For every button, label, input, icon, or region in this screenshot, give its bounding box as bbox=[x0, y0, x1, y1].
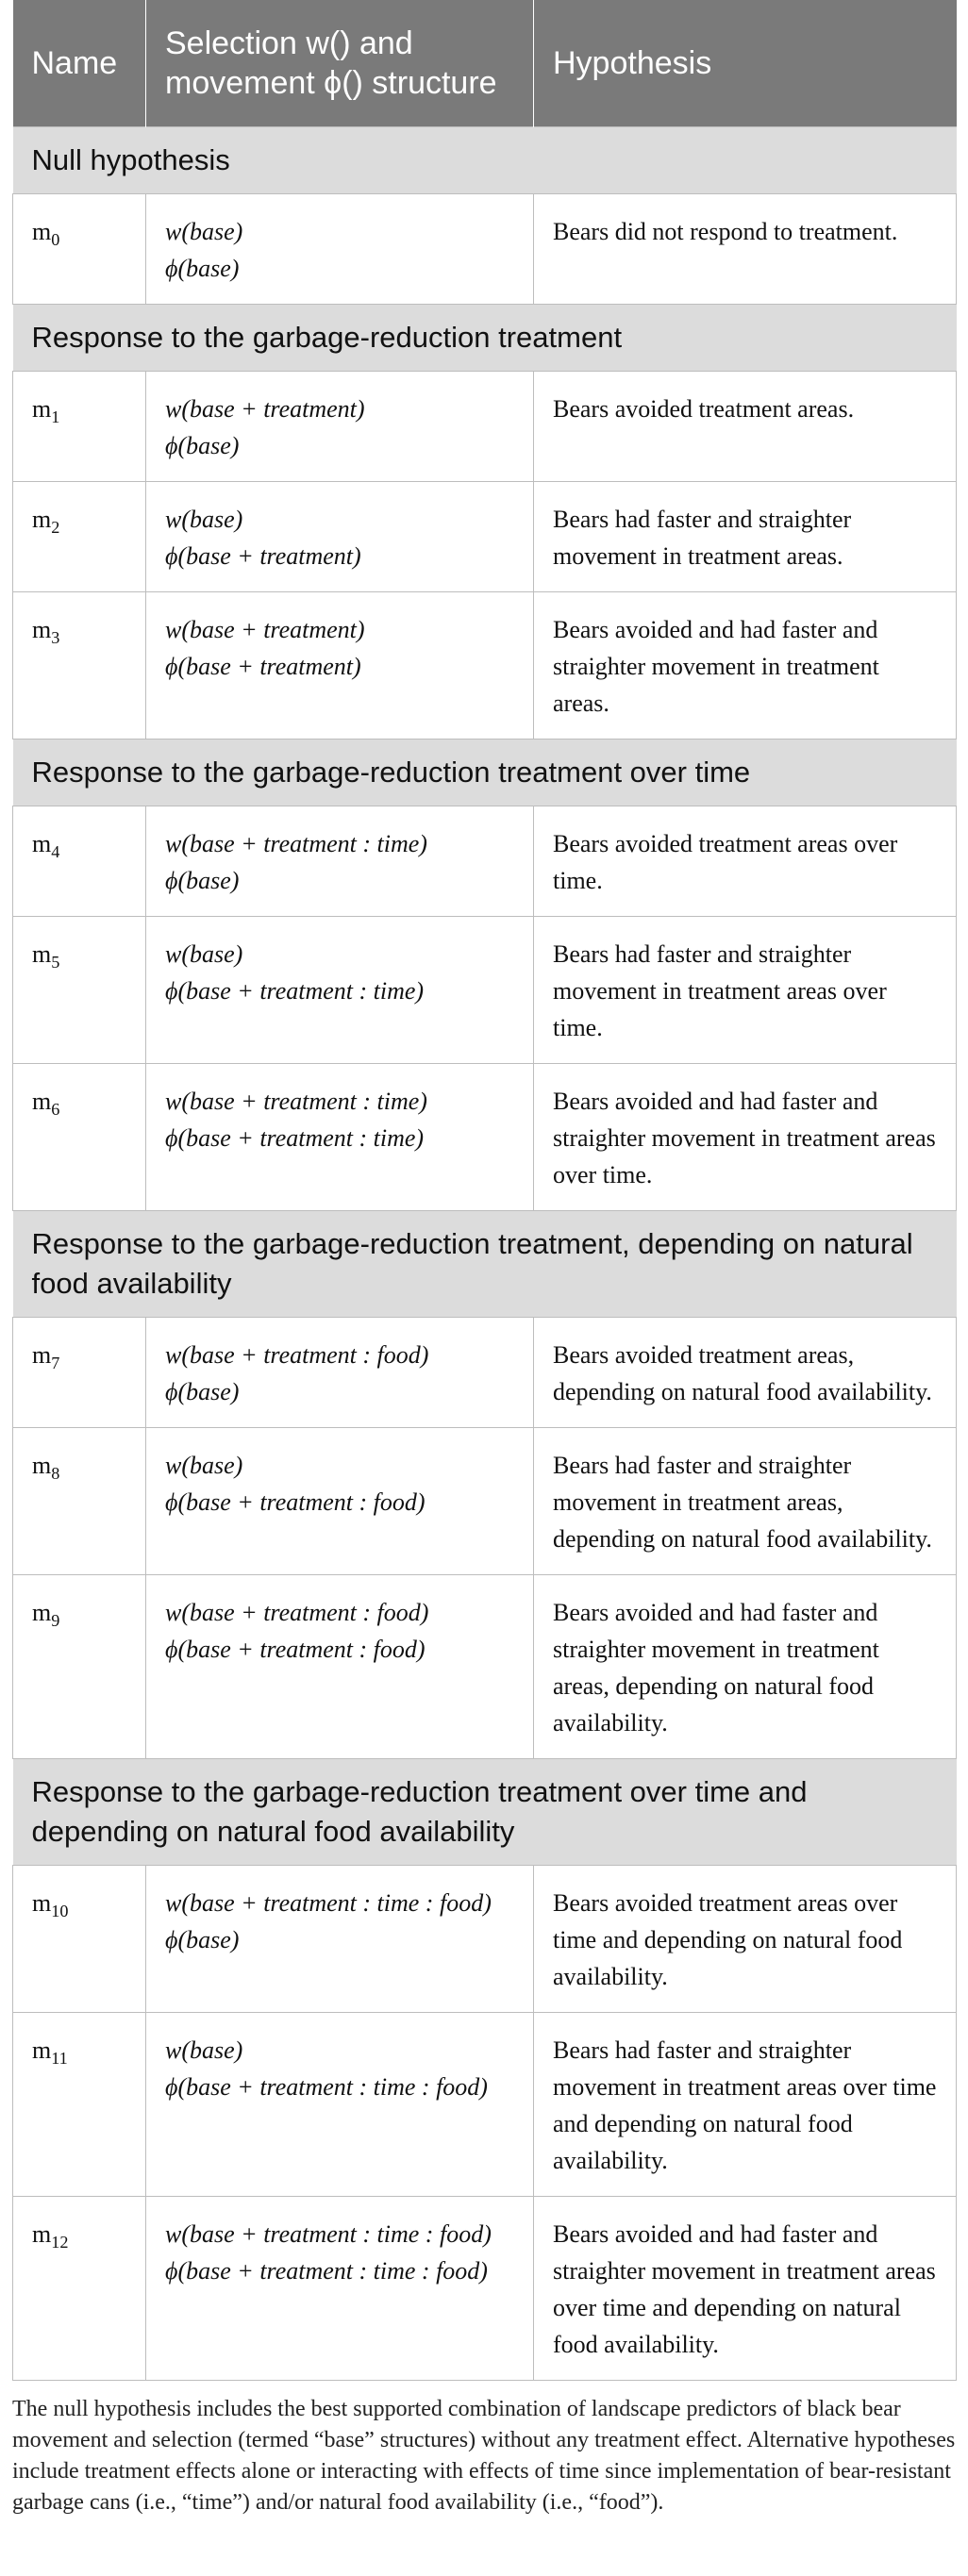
model-name bbox=[13, 193, 146, 304]
model-structure bbox=[146, 2196, 534, 2380]
model-hypothesis: Bears avoided and had faster and straighter movement in treatment areas over time. bbox=[534, 1063, 957, 1210]
section-row bbox=[13, 739, 957, 806]
selection-formula: w(base + treatment) bbox=[165, 394, 365, 423]
hypothesis-table bbox=[12, 0, 957, 2381]
model-structure bbox=[146, 806, 534, 916]
model-letter: m bbox=[32, 1598, 52, 1626]
model-hypothesis: Bears avoided and had faster and straighter movement in treatment areas over time and depending on natural food availability. bbox=[534, 2196, 957, 2380]
movement-formula: ϕ(base + treatment : time : food) bbox=[165, 2072, 488, 2101]
table-row bbox=[13, 481, 957, 591]
table-row bbox=[13, 1317, 957, 1427]
movement-formula: ϕ(base + treatment : time) bbox=[165, 976, 425, 1005]
movement-formula: ϕ(base + treatment : time : food) bbox=[165, 2256, 488, 2285]
header-row bbox=[13, 0, 957, 126]
selection-formula: w(base) bbox=[165, 2036, 243, 2064]
selection-formula: w(base + treatment : food) bbox=[165, 1340, 429, 1369]
selection-formula: w(base) bbox=[165, 939, 243, 968]
table-footnote: The null hypothesis includes the best supported combination of landscape predictors of black bear movement and selection (termed “base” structures) without any treatment effect. Alternative hypotheses include treatment effects alone or interacting with effects of time since implementation of bear-resistant garbage cans (i.e., “time”) and/or natural food availability (i.e., “food”). bbox=[12, 2396, 956, 2515]
section-row bbox=[13, 126, 957, 193]
table-row bbox=[13, 591, 957, 739]
section-title: Response to the garbage-reduction treatment over time bbox=[13, 739, 957, 806]
model-index: 3 bbox=[51, 627, 60, 647]
section-row bbox=[13, 304, 957, 371]
model-letter: m bbox=[32, 505, 52, 533]
section-title: Response to the garbage-reduction treatment bbox=[13, 304, 957, 371]
table-row bbox=[13, 2012, 957, 2196]
model-name bbox=[13, 371, 146, 481]
table-row bbox=[13, 1574, 957, 1758]
model-name bbox=[13, 916, 146, 1063]
movement-formula: ϕ(base) bbox=[165, 431, 240, 459]
table-row bbox=[13, 2196, 957, 2380]
model-structure bbox=[146, 371, 534, 481]
table-row bbox=[13, 1063, 957, 1210]
model-hypothesis: Bears avoided and had faster and straighter movement in treatment areas, depending on natural food availability. bbox=[534, 1574, 957, 1758]
table-wrapper bbox=[12, 0, 956, 2518]
model-structure bbox=[146, 1574, 534, 1758]
selection-formula: w(base + treatment : food) bbox=[165, 1598, 429, 1626]
model-index: 11 bbox=[51, 2048, 68, 2068]
model-hypothesis: Bears avoided treatment areas, depending on natural food availability. bbox=[534, 1317, 957, 1427]
header-name: Name bbox=[13, 0, 146, 126]
table-row bbox=[13, 1427, 957, 1574]
movement-formula: ϕ(base) bbox=[165, 1925, 240, 1953]
model-index: 0 bbox=[51, 229, 60, 249]
model-index: 7 bbox=[51, 1353, 60, 1372]
movement-formula: ϕ(base + treatment : food) bbox=[165, 1487, 426, 1516]
model-name bbox=[13, 481, 146, 591]
model-name bbox=[13, 2012, 146, 2196]
model-index: 10 bbox=[51, 1901, 69, 1920]
model-index: 8 bbox=[51, 1463, 60, 1483]
model-index: 2 bbox=[51, 517, 60, 537]
section-title: Response to the garbage-reduction treatment over time and depending on natural food availability bbox=[13, 1758, 957, 1865]
model-name bbox=[13, 591, 146, 739]
model-name bbox=[13, 1317, 146, 1427]
selection-formula: w(base) bbox=[165, 217, 243, 245]
section-title: Response to the garbage-reduction treatment, depending on natural food availability bbox=[13, 1210, 957, 1317]
table-row bbox=[13, 371, 957, 481]
model-hypothesis: Bears avoided treatment areas over time and depending on natural food availability. bbox=[534, 1865, 957, 2012]
model-letter: m bbox=[32, 1087, 52, 1115]
table-body bbox=[13, 126, 957, 2380]
model-letter: m bbox=[32, 615, 52, 643]
model-letter: m bbox=[32, 2219, 52, 2248]
header-structure: Selection w() and movement ϕ() structure bbox=[146, 0, 534, 126]
model-index: 4 bbox=[51, 841, 60, 861]
model-structure bbox=[146, 1427, 534, 1574]
model-letter: m bbox=[32, 1451, 52, 1479]
model-hypothesis: Bears had faster and straighter movement in treatment areas over time and depending on natural food availability. bbox=[534, 2012, 957, 2196]
movement-formula: ϕ(base + treatment) bbox=[165, 541, 361, 570]
model-hypothesis: Bears avoided treatment areas over time. bbox=[534, 806, 957, 916]
movement-formula: ϕ(base) bbox=[165, 1377, 240, 1405]
model-structure bbox=[146, 481, 534, 591]
model-name bbox=[13, 1574, 146, 1758]
model-hypothesis: Bears did not respond to treatment. bbox=[534, 193, 957, 304]
model-index: 9 bbox=[51, 1610, 60, 1630]
model-structure bbox=[146, 1317, 534, 1427]
selection-formula: w(base + treatment : time : food) bbox=[165, 2219, 492, 2248]
header-hypothesis: Hypothesis bbox=[534, 0, 957, 126]
movement-formula: ϕ(base + treatment) bbox=[165, 652, 361, 680]
model-structure bbox=[146, 916, 534, 1063]
model-index: 5 bbox=[51, 952, 60, 972]
model-name bbox=[13, 2196, 146, 2380]
model-name bbox=[13, 1427, 146, 1574]
model-letter: m bbox=[32, 1888, 52, 1917]
movement-formula: ϕ(base + treatment : food) bbox=[165, 1635, 426, 1663]
model-name bbox=[13, 806, 146, 916]
selection-formula: w(base + treatment : time) bbox=[165, 829, 427, 857]
table-row bbox=[13, 193, 957, 304]
section-title: Null hypothesis bbox=[13, 126, 957, 193]
model-hypothesis: Bears had faster and straighter movement in treatment areas. bbox=[534, 481, 957, 591]
model-index: 12 bbox=[51, 2232, 69, 2252]
model-structure bbox=[146, 591, 534, 739]
movement-formula: ϕ(base) bbox=[165, 866, 240, 894]
selection-formula: w(base + treatment : time : food) bbox=[165, 1888, 492, 1917]
model-structure bbox=[146, 193, 534, 304]
model-hypothesis: Bears had faster and straighter movement in treatment areas over time. bbox=[534, 916, 957, 1063]
selection-formula: w(base + treatment) bbox=[165, 615, 365, 643]
model-name bbox=[13, 1865, 146, 2012]
model-letter: m bbox=[32, 217, 52, 245]
model-letter: m bbox=[32, 2036, 52, 2064]
movement-formula: ϕ(base) bbox=[165, 254, 240, 282]
table-row bbox=[13, 1865, 957, 2012]
model-structure bbox=[146, 2012, 534, 2196]
model-hypothesis: Bears avoided treatment areas. bbox=[534, 371, 957, 481]
section-row bbox=[13, 1210, 957, 1317]
model-letter: m bbox=[32, 394, 52, 423]
selection-formula: w(base) bbox=[165, 1451, 243, 1479]
model-hypothesis: Bears had faster and straighter movement in treatment areas, depending on natural food availability. bbox=[534, 1427, 957, 1574]
model-letter: m bbox=[32, 1340, 52, 1369]
selection-formula: w(base + treatment : time) bbox=[165, 1087, 427, 1115]
table-row bbox=[13, 916, 957, 1063]
model-hypothesis: Bears avoided and had faster and straighter movement in treatment areas. bbox=[534, 591, 957, 739]
model-index: 1 bbox=[51, 407, 60, 426]
model-structure bbox=[146, 1063, 534, 1210]
model-structure bbox=[146, 1865, 534, 2012]
table-row bbox=[13, 806, 957, 916]
model-letter: m bbox=[32, 829, 52, 857]
model-letter: m bbox=[32, 939, 52, 968]
movement-formula: ϕ(base + treatment : time) bbox=[165, 1123, 425, 1152]
model-index: 6 bbox=[51, 1099, 60, 1119]
section-row bbox=[13, 1758, 957, 1865]
selection-formula: w(base) bbox=[165, 505, 243, 533]
model-name bbox=[13, 1063, 146, 1210]
